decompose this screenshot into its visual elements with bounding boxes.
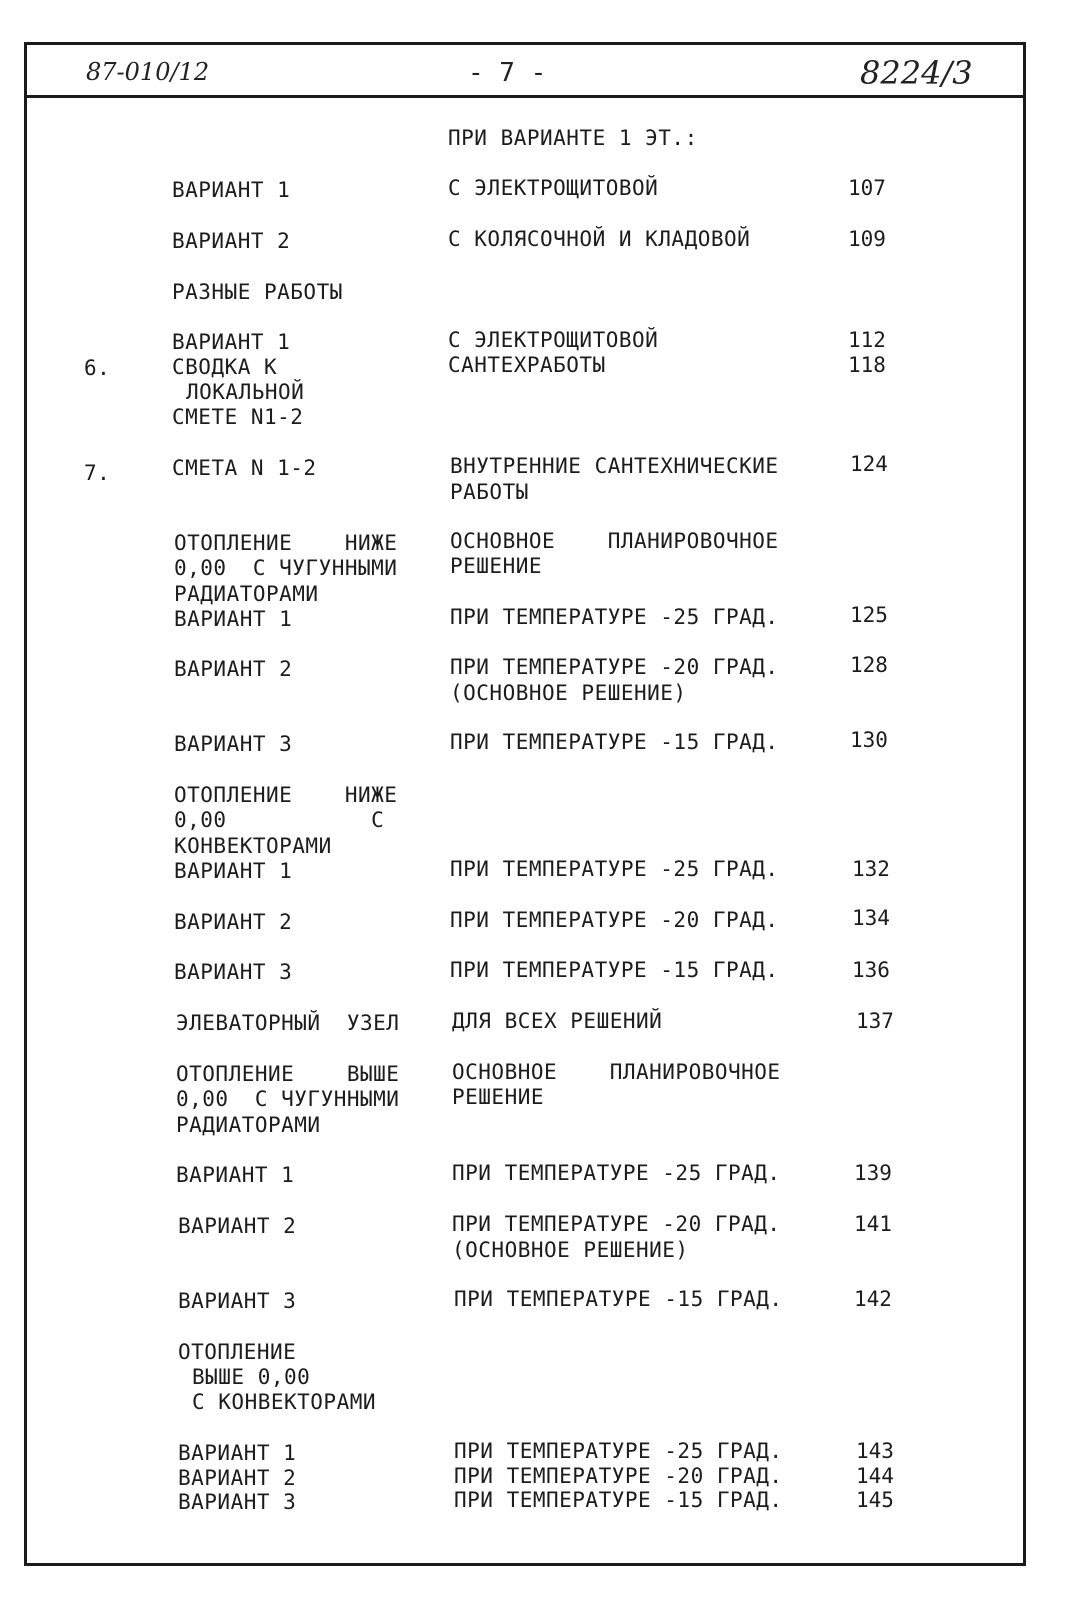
entry-description: ВНУТРЕННИЕ САНТЕХНИЧЕСКИЕ — [450, 454, 779, 478]
entry-page: 143 — [856, 1439, 894, 1463]
entry-page: 107 — [848, 176, 886, 200]
entry-description: С ЭЛЕКТРОЩИТОВОЙ — [448, 328, 659, 352]
entry-label: 0,00 С ЧУГУННЫМИ — [174, 556, 398, 580]
entry-label: С КОНВЕКТОРАМИ — [192, 1390, 377, 1414]
entry-page: 109 — [848, 227, 886, 251]
entry-label: КОНВЕКТОРАМИ — [174, 834, 332, 858]
entry-description: ПРИ ТЕМПЕРАТУРЕ -25 ГРАД. — [450, 857, 779, 881]
entry-page: 144 — [856, 1464, 894, 1488]
entry-label: ВАРИАНТ 1 — [172, 178, 291, 202]
entry-label: ВАРИАНТ 2 — [174, 657, 293, 681]
entry-label: РАДИАТОРАМИ — [176, 1113, 321, 1137]
entry-description: ОСНОВНОЕ ПЛАНИРОВОЧНОЕ — [450, 529, 779, 553]
entry-description: С ЭЛЕКТРОЩИТОВОЙ — [448, 176, 659, 200]
entry-description: ПРИ ТЕМПЕРАТУРЕ -20 ГРАД. — [450, 655, 779, 679]
entry-description: ОСНОВНОЕ ПЛАНИРОВОЧНОЕ — [452, 1060, 781, 1084]
entry-description: ПРИ ТЕМПЕРАТУРЕ -25 ГРАД. — [450, 605, 779, 629]
entry-label: ВАРИАНТ 2 — [172, 229, 291, 253]
entry-label: ОТОПЛЕНИЕ — [178, 1340, 297, 1364]
entry-page: 141 — [854, 1212, 892, 1236]
entry-page: 130 — [850, 728, 888, 752]
entry-label: ВАРИАНТ 2 — [178, 1214, 297, 1238]
entry-label: ВАРИАНТ 3 — [178, 1289, 297, 1313]
entry-description: (ОСНОВНОЕ РЕШЕНИЕ) — [452, 1238, 689, 1262]
entry-page: 137 — [856, 1009, 894, 1033]
entry-label: ВАРИАНТ 1 — [176, 1163, 295, 1187]
entry-label: ВАРИАНТ 3 — [178, 1490, 297, 1514]
entry-label: ВЫШЕ 0,00 — [192, 1365, 311, 1389]
entry-description: ПРИ ТЕМПЕРАТУРЕ -15 ГРАД. — [450, 730, 779, 754]
entry-description: ПРИ ТЕМПЕРАТУРЕ -15 ГРАД. — [454, 1287, 783, 1311]
entry-label: ВАРИАНТ 1 — [178, 1441, 297, 1465]
entry-description: ПРИ ТЕМПЕРАТУРЕ -25 ГРАД. — [452, 1161, 781, 1185]
entry-label: СВОДКА К — [172, 355, 278, 379]
entry-description: ПРИ ТЕМПЕРАТУРЕ -25 ГРАД. — [454, 1439, 783, 1463]
entry-description: ДЛЯ ВСЕХ РЕШЕНИЙ — [452, 1009, 663, 1033]
entry-label: ВАРИАНТ 3 — [174, 732, 293, 756]
entry-page: 139 — [854, 1161, 892, 1185]
entry-label: ОТОПЛЕНИЕ НИЖЕ — [174, 783, 398, 807]
group-heading: РАЗНЫЕ РАБОТЫ — [172, 280, 343, 304]
entry-label: 0,00 С ЧУГУННЫМИ — [176, 1087, 400, 1111]
entry-description: (ОСНОВНОЕ РЕШЕНИЕ) — [450, 681, 687, 705]
entry-page: 132 — [852, 857, 890, 881]
entry-page: 124 — [850, 452, 888, 476]
entry-page: 128 — [850, 653, 888, 677]
entry-label: ЛОКАЛЬНОЙ — [186, 380, 305, 404]
sheet-code: 8224/3 — [860, 54, 973, 92]
entry-label: РАДИАТОРАМИ — [174, 582, 319, 606]
entry-description: ПРИ ТЕМПЕРАТУРЕ -20 ГРАД. — [452, 1212, 781, 1236]
section-heading: ПРИ ВАРИАНТЕ 1 ЭТ.: — [448, 126, 698, 150]
entry-description: С КОЛЯСОЧНОЙ И КЛАДОВОЙ — [448, 227, 751, 251]
entry-description: ПРИ ТЕМПЕРАТУРЕ -15 ГРАД. — [450, 958, 779, 982]
entry-page: 142 — [854, 1287, 892, 1311]
entry-description: РЕШЕНИЕ — [450, 554, 543, 578]
entry-description: ПРИ ТЕМПЕРАТУРЕ -20 ГРАД. — [450, 908, 779, 932]
entry-label: ВАРИАНТ 1 — [172, 330, 291, 354]
entry-description: РЕШЕНИЕ — [452, 1085, 545, 1109]
entry-description: САНТЕХРАБОТЫ — [448, 353, 606, 377]
entry-label: СМЕТА N 1-2 — [172, 456, 317, 480]
entry-label: СМЕТЕ N1-2 — [172, 405, 304, 429]
entry-page: 145 — [856, 1488, 894, 1512]
entry-label: ЭЛЕВАТОРНЫЙ УЗЕЛ — [176, 1011, 400, 1035]
entry-label: ВАРИАНТ 2 — [178, 1466, 297, 1490]
entry-description: РАБОТЫ — [450, 480, 529, 504]
header-divider — [24, 95, 1026, 98]
entry-page: 134 — [852, 906, 890, 930]
entry-description: ПРИ ТЕМПЕРАТУРЕ -20 ГРАД. — [454, 1464, 783, 1488]
entry-page: 136 — [852, 958, 890, 982]
entry-label: 0,00 С — [174, 808, 385, 832]
entry-label: ВАРИАНТ 3 — [174, 960, 293, 984]
doc-code: 87-010/12 — [86, 58, 210, 86]
item-index: 6. — [84, 356, 111, 380]
entry-label: ОТОПЛЕНИЕ НИЖЕ — [174, 531, 398, 555]
entry-page: 112 — [848, 328, 886, 352]
entry-page: 118 — [848, 353, 886, 377]
entry-page: 125 — [850, 603, 888, 627]
entry-label: ВАРИАНТ 1 — [174, 607, 293, 631]
entry-label: ВАРИАНТ 1 — [174, 859, 293, 883]
item-index: 7. — [84, 461, 111, 485]
page-number: - 7 - — [468, 58, 547, 88]
entry-label: ОТОПЛЕНИЕ ВЫШЕ — [176, 1062, 400, 1086]
entry-description: ПРИ ТЕМПЕРАТУРЕ -15 ГРАД. — [454, 1488, 783, 1512]
entry-label: ВАРИАНТ 2 — [174, 910, 293, 934]
